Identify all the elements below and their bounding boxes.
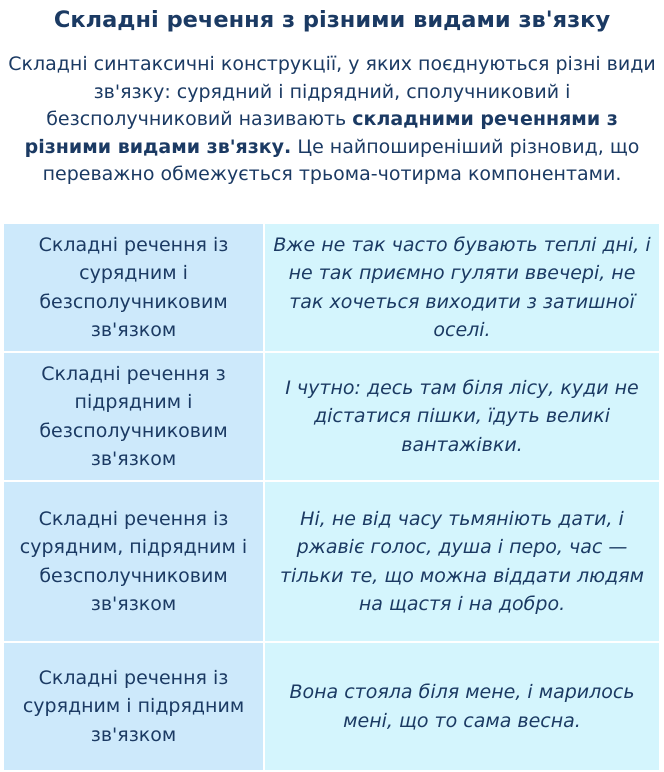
intro-text-before: Складні синтаксичні конструкції, у яких поєднуються різні види зв'язку: сурядний і підрядний, сполучниковий і безсполучниковий називають (8, 53, 656, 131)
example-cell: Вона стояла біля мене, і марилось мені, що то сама весна. (264, 642, 660, 771)
sentence-type-cell: Складні речення із сурядним, підрядним і безсполучниковим зв'язком (3, 481, 264, 642)
sentence-type-cell: Складні речення з підрядним і безсполучниковим зв'язком (3, 352, 264, 481)
page-title: Складні речення з різними видами зв'язку (53, 7, 611, 33)
table-row (3, 642, 660, 771)
example-cell: Вже не так часто бувають теплі дні, і не так приємно гуляти ввечері, не так хочеться виходити з затишної оселі. (264, 223, 660, 352)
intro-bold-term: складними реченнями з різними видами зв'язку. (24, 108, 618, 158)
table-row (3, 352, 660, 481)
intro-paragraph (4, 51, 660, 189)
example-cell: І чутно: десь там біля лісу, куди не дістатися пішки, їдуть великі вантажівки. (264, 352, 660, 481)
example-cell: Ні, не від часу тьмяніють дати, і ржавіє голос, душа і перо, час — тільки те, що можна віддати людям на щастя і на добро. (264, 481, 660, 642)
sentence-type-cell: Складні речення із сурядним і підрядним зв'язком (3, 642, 264, 771)
table-row (3, 481, 660, 642)
sentence-type-cell: Складні речення із сурядним і безсполучниковим зв'язком (3, 223, 264, 352)
intro-text-after: Це найпоширеніший різновид, що переважно обмежується трьома-чотирма компонентами. (42, 135, 640, 186)
sentence-types-table (2, 222, 661, 772)
table-row (3, 223, 660, 352)
